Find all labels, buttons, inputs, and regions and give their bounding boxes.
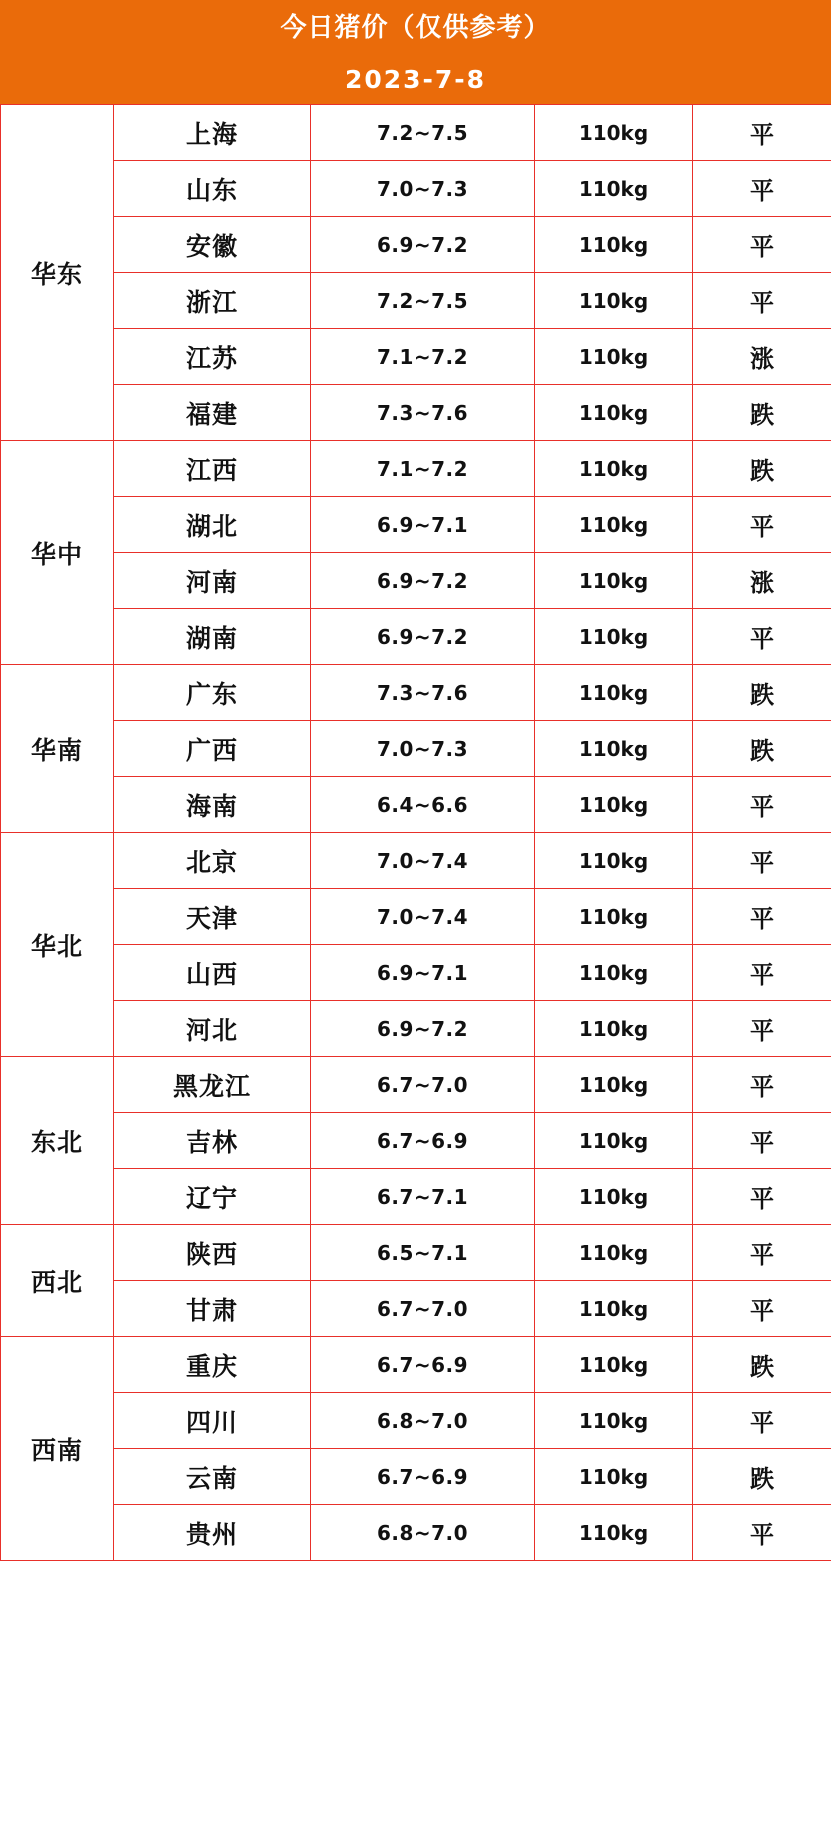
trend-cell: 平 — [693, 889, 831, 945]
price-cell: 6.9~7.1 — [311, 945, 535, 1001]
price-cell: 6.7~6.9 — [311, 1113, 535, 1169]
province-cell: 湖北 — [114, 497, 311, 553]
region-cell: 西北 — [1, 1225, 114, 1337]
trend-cell: 平 — [693, 161, 831, 217]
trend-cell: 平 — [693, 105, 831, 161]
price-cell: 6.7~7.1 — [311, 1169, 535, 1225]
trend-cell: 涨 — [693, 329, 831, 385]
price-cell: 6.9~7.1 — [311, 497, 535, 553]
province-cell: 天津 — [114, 889, 311, 945]
province-cell: 陕西 — [114, 1225, 311, 1281]
province-cell: 四川 — [114, 1393, 311, 1449]
province-cell: 江苏 — [114, 329, 311, 385]
weight-cell: 110kg — [535, 329, 693, 385]
table-row — [1, 217, 831, 273]
province-cell: 广西 — [114, 721, 311, 777]
price-cell: 7.0~7.4 — [311, 833, 535, 889]
trend-cell: 涨 — [693, 553, 831, 609]
price-table — [0, 104, 831, 1561]
table-row — [1, 1113, 831, 1169]
province-cell: 重庆 — [114, 1337, 311, 1393]
report-date: 2023-7-8 — [0, 56, 831, 104]
trend-cell: 平 — [693, 217, 831, 273]
region-cell: 华北 — [1, 833, 114, 1057]
weight-cell: 110kg — [535, 777, 693, 833]
weight-cell: 110kg — [535, 1281, 693, 1337]
table-row — [1, 273, 831, 329]
weight-cell: 110kg — [535, 497, 693, 553]
table-row — [1, 1225, 831, 1281]
weight-cell: 110kg — [535, 441, 693, 497]
province-cell: 上海 — [114, 105, 311, 161]
table-row — [1, 945, 831, 1001]
weight-cell: 110kg — [535, 945, 693, 1001]
table-row — [1, 721, 831, 777]
table-row — [1, 385, 831, 441]
trend-cell: 跌 — [693, 1449, 831, 1505]
table-row — [1, 777, 831, 833]
province-cell: 甘肃 — [114, 1281, 311, 1337]
trend-cell: 平 — [693, 1001, 831, 1057]
price-cell: 7.2~7.5 — [311, 273, 535, 329]
price-cell: 6.7~7.0 — [311, 1281, 535, 1337]
region-cell: 西南 — [1, 1337, 114, 1561]
price-cell: 6.8~7.0 — [311, 1393, 535, 1449]
trend-cell: 平 — [693, 945, 831, 1001]
province-cell: 山西 — [114, 945, 311, 1001]
weight-cell: 110kg — [535, 105, 693, 161]
table-row — [1, 329, 831, 385]
trend-cell: 平 — [693, 497, 831, 553]
province-cell: 安徽 — [114, 217, 311, 273]
price-cell: 7.1~7.2 — [311, 329, 535, 385]
region-cell: 华东 — [1, 105, 114, 441]
table-row — [1, 441, 831, 497]
table-row — [1, 161, 831, 217]
region-cell: 华南 — [1, 665, 114, 833]
price-table-body — [1, 105, 831, 1561]
price-cell: 7.1~7.2 — [311, 441, 535, 497]
price-cell: 6.9~7.2 — [311, 609, 535, 665]
province-cell: 湖南 — [114, 609, 311, 665]
trend-cell: 平 — [693, 1393, 831, 1449]
weight-cell: 110kg — [535, 553, 693, 609]
trend-cell: 平 — [693, 1169, 831, 1225]
weight-cell: 110kg — [535, 1393, 693, 1449]
price-cell: 6.4~6.6 — [311, 777, 535, 833]
table-row — [1, 889, 831, 945]
weight-cell: 110kg — [535, 273, 693, 329]
trend-cell: 平 — [693, 1281, 831, 1337]
province-cell: 贵州 — [114, 1505, 311, 1561]
province-cell: 广东 — [114, 665, 311, 721]
price-cell: 7.3~7.6 — [311, 385, 535, 441]
trend-cell: 跌 — [693, 665, 831, 721]
price-cell: 7.2~7.5 — [311, 105, 535, 161]
weight-cell: 110kg — [535, 1449, 693, 1505]
province-cell: 海南 — [114, 777, 311, 833]
page-title: 今日猪价（仅供参考） — [0, 0, 831, 56]
province-cell: 黑龙江 — [114, 1057, 311, 1113]
weight-cell: 110kg — [535, 833, 693, 889]
table-row — [1, 1337, 831, 1393]
region-cell: 华中 — [1, 441, 114, 665]
weight-cell: 110kg — [535, 217, 693, 273]
weight-cell: 110kg — [535, 1505, 693, 1561]
table-row — [1, 1281, 831, 1337]
province-cell: 江西 — [114, 441, 311, 497]
price-cell: 6.8~7.0 — [311, 1505, 535, 1561]
table-row — [1, 1505, 831, 1561]
trend-cell: 平 — [693, 1113, 831, 1169]
trend-cell: 跌 — [693, 441, 831, 497]
table-row — [1, 1169, 831, 1225]
trend-cell: 跌 — [693, 721, 831, 777]
price-cell: 6.7~6.9 — [311, 1337, 535, 1393]
weight-cell: 110kg — [535, 1057, 693, 1113]
trend-cell: 平 — [693, 273, 831, 329]
weight-cell: 110kg — [535, 721, 693, 777]
province-cell: 河北 — [114, 1001, 311, 1057]
province-cell: 河南 — [114, 553, 311, 609]
price-cell: 6.9~7.2 — [311, 217, 535, 273]
province-cell: 北京 — [114, 833, 311, 889]
weight-cell: 110kg — [535, 665, 693, 721]
weight-cell: 110kg — [535, 1169, 693, 1225]
province-cell: 云南 — [114, 1449, 311, 1505]
weight-cell: 110kg — [535, 609, 693, 665]
price-cell: 7.0~7.4 — [311, 889, 535, 945]
price-cell: 6.9~7.2 — [311, 1001, 535, 1057]
table-row — [1, 1393, 831, 1449]
price-cell: 6.7~6.9 — [311, 1449, 535, 1505]
province-cell: 山东 — [114, 161, 311, 217]
trend-cell: 平 — [693, 1225, 831, 1281]
province-cell: 辽宁 — [114, 1169, 311, 1225]
trend-cell: 平 — [693, 609, 831, 665]
table-row — [1, 1057, 831, 1113]
weight-cell: 110kg — [535, 1113, 693, 1169]
weight-cell: 110kg — [535, 1225, 693, 1281]
trend-cell: 平 — [693, 1057, 831, 1113]
province-cell: 吉林 — [114, 1113, 311, 1169]
table-row — [1, 609, 831, 665]
price-cell: 7.3~7.6 — [311, 665, 535, 721]
weight-cell: 110kg — [535, 889, 693, 945]
price-cell: 6.5~7.1 — [311, 1225, 535, 1281]
table-row — [1, 833, 831, 889]
table-row — [1, 1001, 831, 1057]
table-row — [1, 105, 831, 161]
province-cell: 浙江 — [114, 273, 311, 329]
trend-cell: 平 — [693, 777, 831, 833]
weight-cell: 110kg — [535, 1337, 693, 1393]
table-row — [1, 497, 831, 553]
province-cell: 福建 — [114, 385, 311, 441]
price-cell: 6.9~7.2 — [311, 553, 535, 609]
region-cell: 东北 — [1, 1057, 114, 1225]
price-cell: 6.7~7.0 — [311, 1057, 535, 1113]
trend-cell: 平 — [693, 1505, 831, 1561]
table-row — [1, 1449, 831, 1505]
trend-cell: 跌 — [693, 385, 831, 441]
price-cell: 7.0~7.3 — [311, 721, 535, 777]
trend-cell: 平 — [693, 833, 831, 889]
weight-cell: 110kg — [535, 385, 693, 441]
table-row — [1, 665, 831, 721]
weight-cell: 110kg — [535, 1001, 693, 1057]
trend-cell: 跌 — [693, 1337, 831, 1393]
weight-cell: 110kg — [535, 161, 693, 217]
price-cell: 7.0~7.3 — [311, 161, 535, 217]
table-row — [1, 553, 831, 609]
